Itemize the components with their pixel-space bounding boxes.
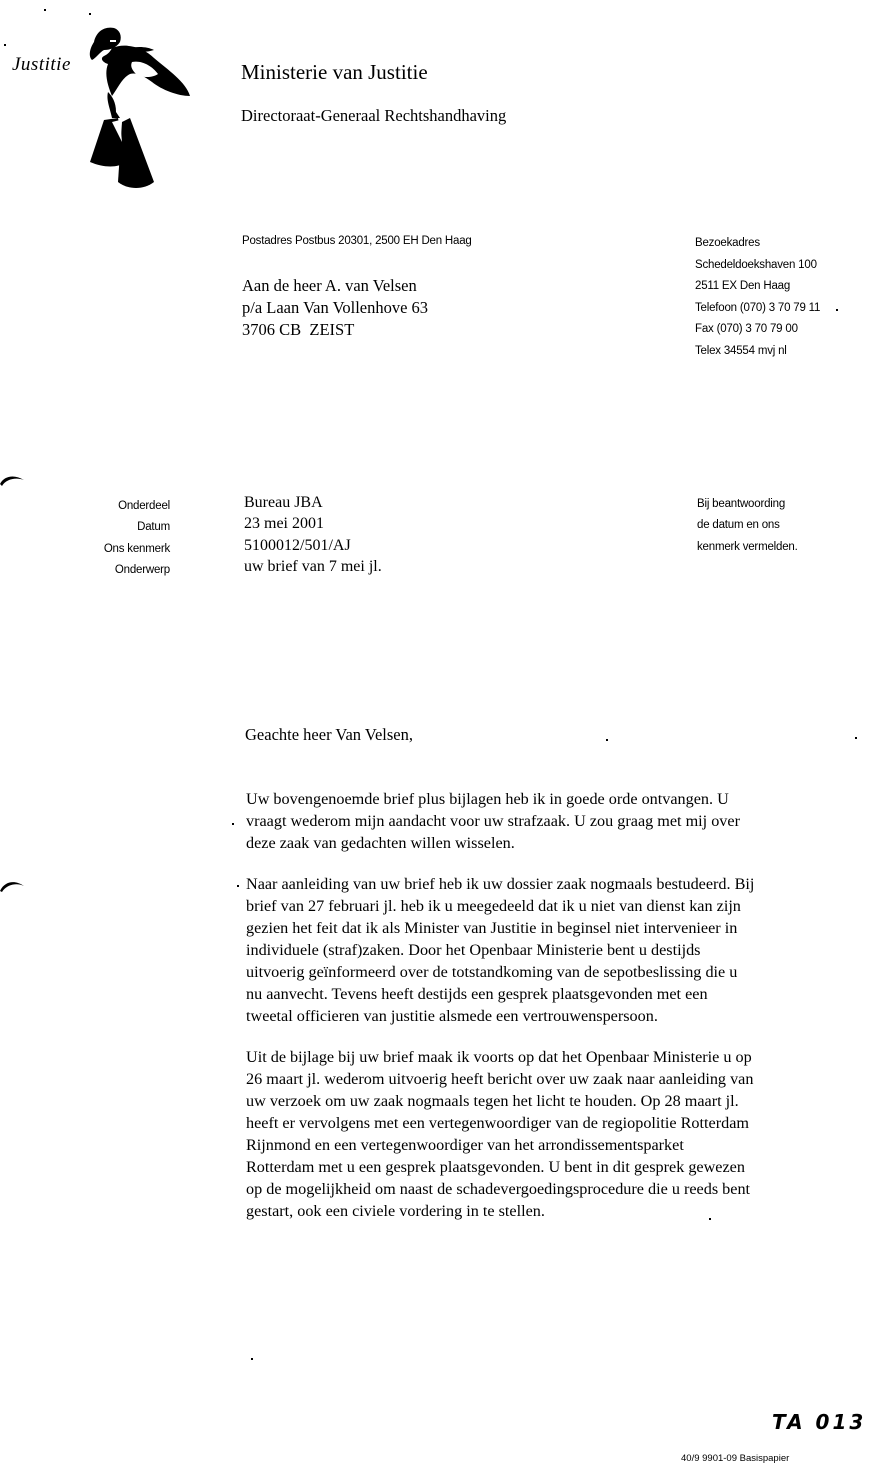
reference-label: Onderdeel [118,500,170,512]
visiting-address-line: Telefoon (070) 3 70 79 11 [695,301,821,314]
visiting-address-line: Telex 34554 mvj nl [695,344,787,357]
footer-paper-code: 40/9 9901-09 Basispapier [681,1453,790,1464]
scan-speck [44,9,46,11]
paragraph-2 [246,873,886,1027]
paragraph-line: Rijnmond en een vertegenwoordiger van het arrondissementsparket [246,1136,684,1154]
reply-note-line: kenmerk vermelden. [697,540,798,553]
paragraph-line: vraagt wederom mijn aandacht voor uw strafzaak. U zou graag met mij over [246,812,740,830]
directorate-title: Directoraat-Generaal Rechtshandhaving [241,106,507,125]
paragraph-line: 26 maart jl. wederom uitvoerig heeft bericht over uw zaak naar aanleiding van [246,1070,754,1088]
visiting-address-line: Fax (070) 3 70 79 00 [695,323,798,336]
reference-labels [104,496,170,582]
visiting-address-line: Bezoekadres [695,237,760,249]
paragraph-line: op de mogelijkheid om naast de schadevergoedingsprocedure die u reeds bent [246,1180,751,1198]
visiting-address [695,233,820,363]
visiting-address-line: 2511 EX Den Haag [695,280,791,293]
paragraph-line: Naar aanleiding van uw brief heb ik uw dossier zaak nogmaals bestudeerd. Bij [246,875,755,893]
logo-skirt-right [118,118,154,188]
paragraph-line: uitvoerig geïnformeerd over de totstandkoming van de sepotbeslissing die u [246,963,738,981]
reply-note-line: de datum en ons [697,519,780,532]
paragraph-3 [246,1046,886,1222]
scan-speck [232,823,234,825]
reply-note-line: Bij beantwoording [697,498,786,510]
lady-justice-icon [82,22,192,190]
scan-speck [855,737,857,739]
reference-values [244,492,382,577]
recipient-line: Aan de heer A. van Velsen [242,276,417,295]
punch-hole-mark-icon [0,878,26,892]
handwritten-mark: TA 013 [772,1410,867,1434]
visiting-address-line: Schedeldoekshaven 100 [695,258,817,271]
reference-label: Datum [137,521,170,534]
scan-speck [709,1218,711,1220]
logo-torso [107,92,120,118]
paragraph-line: nu aanvecht. Tevens heeft destijds een gesprek plaatsgevonden met een [246,985,708,1003]
recipient-address [242,275,428,341]
reference-value: uw brief van 7 mei jl. [244,557,382,575]
scan-speck [237,885,239,887]
paragraph-line: brief van 27 februari jl. heb ik u meegedeeld dat ik u niet van dienst kan zijn [246,897,741,915]
ministry-title: Ministerie van Justitie [241,60,428,84]
reference-value: 23 mei 2001 [244,515,324,533]
paragraph-line: Uit de bijlage bij uw brief maak ik voorts op dat het Openbaar Ministerie u op [246,1048,752,1066]
paragraph-line: gestart, ook een civiele vordering in te stellen. [246,1202,545,1220]
recipient-line: 3706 CB ZEIST [242,320,355,339]
reference-label: Ons kenmerk [103,542,170,555]
paragraph-line: tweetal officieren van justitie alsmede een vertrouwenspersoon. [246,1007,658,1025]
paragraph-line: Uw bovengenoemde brief plus bijlagen heb ik in goede orde ontvangen. U [246,790,729,808]
paragraph-line: heeft er vervolgens met een vertegenwoordiger van de regiopolitie Rotterdam [246,1114,749,1132]
paragraph-1 [246,788,886,854]
recipient-line: p/a Laan Van Vollenhove 63 [242,298,429,317]
logo-wordmark: Justitie [12,54,71,75]
reply-note [697,494,798,558]
scan-speck [89,13,91,15]
scan-speck [836,309,838,311]
reference-value: 5100012/501/AJ [244,536,351,554]
reference-label: Onderwerp [114,564,170,577]
salutation: Geachte heer Van Velsen, [245,725,413,744]
scan-speck [251,1358,253,1360]
punch-hole-mark-icon [0,472,26,486]
postal-address: Postadres Postbus 20301, 2500 EH Den Haag [242,235,472,247]
reference-value: Bureau JBA [244,494,323,511]
scan-speck [4,44,6,46]
paragraph-line: Rotterdam met u een gesprek plaatsgevonden. U bent in dit gesprek gewezen [246,1158,745,1176]
paragraph-line: gezien het feit dat ik als Minister van Justitie in beginsel niet intervenieer in [246,919,738,937]
paragraph-line: uw verzoek om uw zaak nogmaals tegen het licht te houden. Op 28 maart jl. [246,1092,739,1110]
scan-speck [606,739,608,741]
paragraph-line: deze zaak van gedachten willen wisselen. [246,834,515,852]
paragraph-line: individuele (straf)zaken. Door het Openbaar Ministerie bent u destijds [246,941,701,959]
